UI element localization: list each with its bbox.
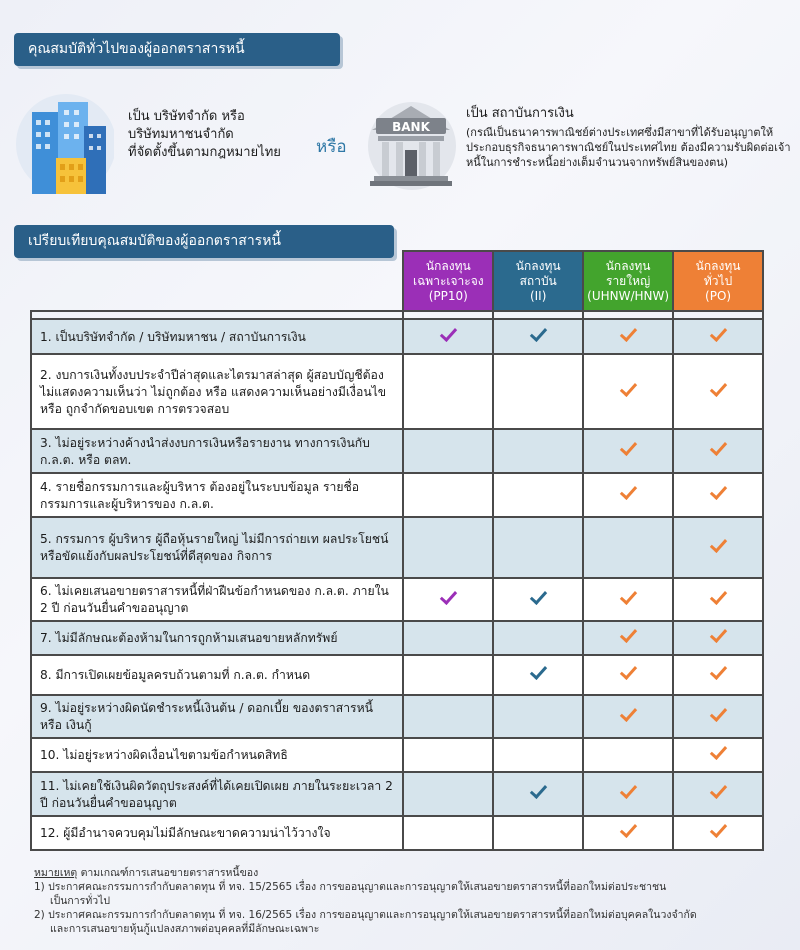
qualification-comparison-table bbox=[30, 250, 764, 851]
checkmark-icon bbox=[619, 587, 636, 605]
criterion-text: 4. รายชื่อกรรมการและผู้บริหาร ต้องอยู่ในระบบข้อมูล รายชื่อกรรมการและผู้บริหารของ ก.ล.ต. bbox=[31, 473, 403, 517]
cell-pp bbox=[403, 738, 493, 772]
cell-hnw bbox=[583, 429, 673, 473]
cell-po bbox=[673, 319, 763, 354]
cell-po bbox=[673, 429, 763, 473]
checkmark-icon bbox=[709, 662, 726, 680]
office-building-icon bbox=[14, 92, 114, 196]
criterion-text: 6. ไม่เคยเสนอขายตราสารหนี้ที่ฝ่าฝืนข้อกำหนดของ ก.ล.ต. ภายใน 2 ปี ก่อนวันยื่นคำขออนุญาต bbox=[31, 578, 403, 621]
checkmark-icon bbox=[709, 704, 726, 722]
cell-pp bbox=[403, 517, 493, 578]
cell-po bbox=[673, 517, 763, 578]
cell-po bbox=[673, 621, 763, 655]
column-header-ii: นักลงทุน สถาบัน (II) bbox=[493, 251, 583, 311]
checkmark-icon bbox=[619, 704, 636, 722]
bank-entity-note: (กรณีเป็นธนาคารพาณิชย์ต่างประเทศซึ่งมีสาขาที่ได้รับอนุญาตให้ประกอบธุรกิจธนาคารพาณิชย์ในประเทศไทย ต้องมีความรับผิดต่อเจ้าหนี้ในการชำระหนี้อย่างเต็มจำนวนจากทรัพย์สินของตน) bbox=[466, 126, 791, 169]
checkmark-icon bbox=[529, 587, 546, 605]
checkmark-icon bbox=[619, 662, 636, 680]
table-corner bbox=[31, 251, 403, 311]
cell-hnw bbox=[583, 772, 673, 816]
table-row bbox=[31, 621, 763, 655]
checkmark-icon bbox=[619, 820, 636, 838]
column-header-po: นักลงทุน ทั่วไป (PO) bbox=[673, 251, 763, 311]
cell-ii bbox=[493, 738, 583, 772]
cell-ii bbox=[493, 473, 583, 517]
table-row bbox=[31, 319, 763, 354]
cell-hnw bbox=[583, 655, 673, 695]
cell-ii bbox=[493, 578, 583, 621]
cell-pp bbox=[403, 655, 493, 695]
criterion-text: 8. มีการเปิดเผยข้อมูลครบถ้วนตามที่ ก.ล.ต. กำหนด bbox=[31, 655, 403, 695]
checkmark-icon bbox=[529, 662, 546, 680]
checkmark-icon bbox=[440, 324, 457, 342]
cell-pp bbox=[403, 319, 493, 354]
remark-note-1-cont: เป็นการทั่วไป bbox=[50, 895, 111, 907]
cell-pp bbox=[403, 429, 493, 473]
comparison-header: เปรียบเทียบคุณสมบัติของผู้ออกตราสารหนี้ bbox=[14, 225, 394, 258]
cell-pp bbox=[403, 695, 493, 738]
table-row bbox=[31, 695, 763, 738]
checkmark-icon bbox=[440, 587, 457, 605]
cell-po bbox=[673, 738, 763, 772]
table-row bbox=[31, 772, 763, 816]
cell-po bbox=[673, 772, 763, 816]
cell-hnw bbox=[583, 621, 673, 655]
checkmark-icon bbox=[709, 742, 726, 760]
checkmark-icon bbox=[709, 587, 726, 605]
cell-ii bbox=[493, 816, 583, 850]
criterion-text: 7. ไม่มีลักษณะต้องห้ามในการถูกห้ามเสนอขายหลักทรัพย์ bbox=[31, 621, 403, 655]
company-line-2: บริษัทมหาชนจำกัด bbox=[128, 127, 234, 142]
checkmark-icon bbox=[529, 781, 546, 799]
cell-hnw bbox=[583, 473, 673, 517]
table-row bbox=[31, 578, 763, 621]
cell-pp bbox=[403, 621, 493, 655]
cell-po bbox=[673, 578, 763, 621]
table-row bbox=[31, 429, 763, 473]
remark-note-2-cont: และการเสนอขายหุ้นกู้แปลงสภาพต่อบุคคลที่มีลักษณะเฉพาะ bbox=[50, 923, 320, 935]
cell-po bbox=[673, 816, 763, 850]
criterion-text: 9. ไม่อยู่ระหว่างผิดนัดชำระหนี้เงินต้น / ดอกเบี้ย ของตราสารหนี้ หรือ เงินกู้ bbox=[31, 695, 403, 738]
cell-pp bbox=[403, 772, 493, 816]
company-line-3: ที่จัดตั้งขึ้นตามกฎหมายไทย bbox=[128, 145, 281, 160]
bank-icon bbox=[362, 100, 460, 190]
checkmark-icon bbox=[619, 482, 636, 500]
cell-ii bbox=[493, 517, 583, 578]
remark-note-1: 1) ประกาศคณะกรรมการกำกับตลาดทุน ที่ ทจ. 15/2565 เรื่อง การขออนุญาตและการอนุญาตให้เสนอขายตราสารหนี้ที่ออกใหม่ต่อประชาชน bbox=[34, 881, 667, 893]
column-header-pp10: นักลงทุน เฉพาะเจาะจง (PP10) bbox=[403, 251, 493, 311]
checkmark-icon bbox=[709, 324, 726, 342]
table-row bbox=[31, 655, 763, 695]
cell-hnw bbox=[583, 695, 673, 738]
checkmark-icon bbox=[619, 781, 636, 799]
cell-po bbox=[673, 354, 763, 429]
checkmark-icon bbox=[619, 438, 636, 456]
remark-note-2: 2) ประกาศคณะกรรมการกำกับตลาดทุน ที่ ทจ. 16/2565 เรื่อง การขออนุญาตและการอนุญาตให้เสนอขายตราสารหนี้ที่ออกใหม่ต่อบุคคลในวงจำกัด bbox=[34, 909, 697, 921]
column-header-uhnw-hnw: นักลงทุน รายใหญ่ (UHNW/HNW) bbox=[583, 251, 673, 311]
table-row bbox=[31, 354, 763, 429]
checkmark-icon bbox=[529, 324, 546, 342]
checkmark-icon bbox=[709, 535, 726, 553]
cell-pp bbox=[403, 816, 493, 850]
cell-ii bbox=[493, 772, 583, 816]
bank-entity-title: เป็น สถาบันการเงิน bbox=[466, 106, 574, 121]
general-qualifications-header: คุณสมบัติทั่วไปของผู้ออกตราสารหนี้ bbox=[14, 33, 340, 66]
cell-po bbox=[673, 655, 763, 695]
checkmark-icon bbox=[709, 820, 726, 838]
cell-hnw bbox=[583, 319, 673, 354]
cell-po bbox=[673, 473, 763, 517]
cell-hnw bbox=[583, 816, 673, 850]
checkmark-icon bbox=[709, 781, 726, 799]
checkmark-icon bbox=[709, 438, 726, 456]
cell-hnw bbox=[583, 578, 673, 621]
table-row bbox=[31, 816, 763, 850]
cell-ii bbox=[493, 354, 583, 429]
cell-ii bbox=[493, 429, 583, 473]
cell-ii bbox=[493, 695, 583, 738]
criterion-text: 2. งบการเงินทั้งงบประจำปีล่าสุดและไตรมาสล่าสุด ผู้สอบบัญชีต้องไม่แสดงความเห็นว่า ไม่ถูกต้อง หรือ แสดงความเห็นอย่างมีเงื่อนไข หรือ ถูกจำกัดขอบเขต การตรวจสอบ bbox=[31, 354, 403, 429]
company-line-1: เป็น บริษัทจำกัด หรือ bbox=[128, 109, 245, 124]
checkmark-icon bbox=[619, 324, 636, 342]
checkmark-icon bbox=[619, 379, 636, 397]
cell-pp bbox=[403, 354, 493, 429]
checkmark-icon bbox=[709, 625, 726, 643]
cell-hnw bbox=[583, 517, 673, 578]
criterion-text: 12. ผู้มีอำนาจควบคุมไม่มีลักษณะขาดความน่าไว้วางใจ bbox=[31, 816, 403, 850]
table-row bbox=[31, 738, 763, 772]
table-row bbox=[31, 517, 763, 578]
remarks bbox=[34, 866, 790, 936]
checkmark-icon bbox=[619, 625, 636, 643]
cell-pp bbox=[403, 473, 493, 517]
criterion-text: 3. ไม่อยู่ระหว่างค้างนำส่งงบการเงินหรือรายงาน ทางการเงินกับ ก.ล.ต. หรือ ตลท. bbox=[31, 429, 403, 473]
cell-hnw bbox=[583, 354, 673, 429]
cell-po bbox=[673, 695, 763, 738]
cell-pp bbox=[403, 578, 493, 621]
cell-ii bbox=[493, 621, 583, 655]
cell-ii bbox=[493, 319, 583, 354]
or-label: หรือ bbox=[316, 137, 347, 157]
criterion-text: 11. ไม่เคยใช้เงินผิดวัตถุประสงค์ที่ได้เคยเปิดเผย ภายในระยะเวลา 2 ปี ก่อนวันยื่นคำขออนุญาต bbox=[31, 772, 403, 816]
checkmark-icon bbox=[709, 482, 726, 500]
remarks-title: หมายเหตุ bbox=[34, 867, 78, 879]
bank-sign-text: BANK bbox=[392, 120, 430, 134]
cell-hnw bbox=[583, 738, 673, 772]
checkmark-icon bbox=[709, 379, 726, 397]
cell-ii bbox=[493, 655, 583, 695]
criterion-text: 1. เป็นบริษัทจำกัด / บริษัทมหาชน / สถาบันการเงิน bbox=[31, 319, 403, 354]
company-entity-text bbox=[128, 108, 318, 162]
table-row bbox=[31, 473, 763, 517]
criterion-text: 10. ไม่อยู่ระหว่างผิดเงื่อนไขตามข้อกำหนดสิทธิ bbox=[31, 738, 403, 772]
criterion-text: 5. กรรมการ ผู้บริหาร ผู้ถือหุ้นรายใหญ่ ไม่มีการถ่ายเท ผลประโยชน์หรือขัดแย้งกับผลประโยชน์ที่ดีสุดของ กิจการ bbox=[31, 517, 403, 578]
remarks-title-suffix: ตามเกณฑ์การเสนอขายตราสารหนี้ของ bbox=[77, 867, 259, 879]
